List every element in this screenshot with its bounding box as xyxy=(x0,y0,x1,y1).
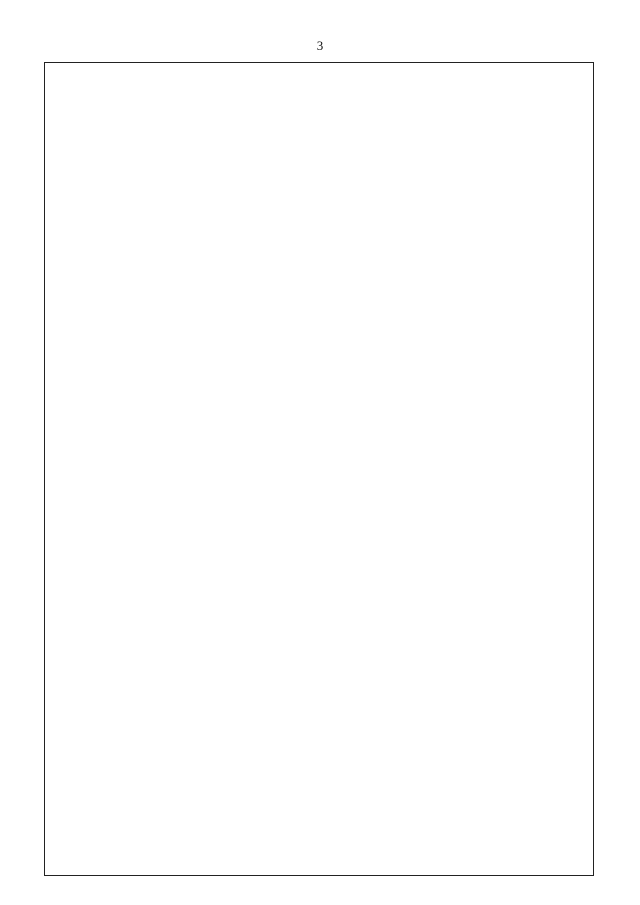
page-number: 3 xyxy=(316,38,324,53)
coordinates-table-wrapper xyxy=(44,62,594,876)
table-frame xyxy=(44,62,594,876)
